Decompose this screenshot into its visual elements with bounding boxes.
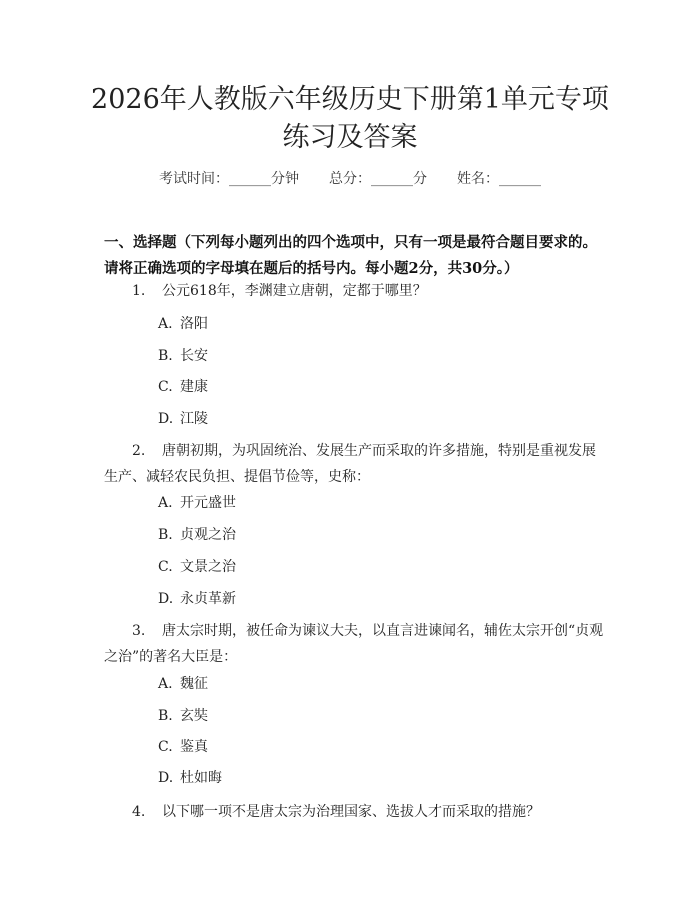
option-b: [158, 706, 208, 726]
exam-meta: [0, 168, 700, 188]
option-b: [158, 346, 208, 366]
option-letter: C.: [158, 559, 173, 575]
option-a: [158, 493, 236, 513]
option-letter: C.: [158, 379, 173, 395]
question-text: 唐太宗时期，被任命为谏议大夫，以直言进谏闻名，辅佐太宗开创“贞观之治”的著名大臣是：: [104, 623, 604, 665]
question-text: 以下哪一项不是唐太宗为治理国家、选拔人才而采取的措施？: [162, 804, 540, 820]
option-text: 玄奘: [180, 708, 208, 724]
option-c: [158, 557, 236, 577]
question-text: 公元618年，李渊建立唐朝，定都于哪里？: [162, 283, 427, 299]
page-title: 2026年人教版六年级历史下册第1单元专项: [91, 84, 609, 115]
option-letter: D.: [158, 411, 174, 427]
option-text: 贞观之治: [180, 527, 236, 543]
option-c: [158, 737, 208, 757]
exam-time-field: 考试时间：______分钟: [159, 171, 299, 187]
option-letter: D.: [158, 770, 174, 786]
question-number: 3.: [132, 623, 146, 639]
page-title-line2: 练习及答案: [282, 122, 418, 153]
name-field: 姓名：______: [457, 171, 541, 187]
option-letter: B.: [158, 708, 173, 724]
option-a: [158, 314, 208, 334]
option-text: 杜如晦: [180, 770, 222, 786]
option-text: 魏征: [180, 676, 208, 692]
option-letter: B.: [158, 527, 173, 543]
option-letter: A.: [158, 316, 173, 332]
option-letter: A.: [158, 676, 173, 692]
question-2: [104, 438, 604, 490]
option-d: [158, 768, 222, 788]
option-text: 永贞革新: [180, 591, 236, 607]
option-letter: D.: [158, 591, 174, 607]
total-score-field: 总分：______分: [329, 171, 427, 187]
option-letter: C.: [158, 739, 173, 755]
option-text: 开元盛世: [180, 495, 236, 511]
question-number: 4.: [132, 804, 146, 820]
section-heading: 一、选择题（下列每小题列出的四个选项中，只有一项是最符合题目要求的。请将正确选项的字母填在题后的括号内。每小题2分，共30分。）: [104, 234, 597, 277]
option-b: [158, 525, 236, 545]
question-4: [104, 799, 604, 825]
option-d: [158, 409, 208, 429]
option-text: 鉴真: [180, 739, 208, 755]
option-a: [158, 674, 208, 694]
question-number: 1.: [132, 283, 146, 299]
option-text: 江陵: [180, 411, 208, 427]
option-d: [158, 589, 236, 609]
option-text: 洛阳: [180, 316, 208, 332]
option-letter: B.: [158, 348, 173, 364]
question-3: [104, 618, 604, 670]
question-1: [104, 278, 604, 304]
option-c: [158, 377, 208, 397]
option-letter: A.: [158, 495, 173, 511]
question-text: 唐朝初期，为巩固统治、发展生产而采取的许多措施，特别是重视发展生产、减轻农民负担、提倡节俭等，史称：: [104, 443, 596, 485]
option-text: 建康: [180, 379, 208, 395]
option-text: 文景之治: [180, 559, 236, 575]
option-text: 长安: [180, 348, 208, 364]
question-number: 2.: [132, 443, 146, 459]
